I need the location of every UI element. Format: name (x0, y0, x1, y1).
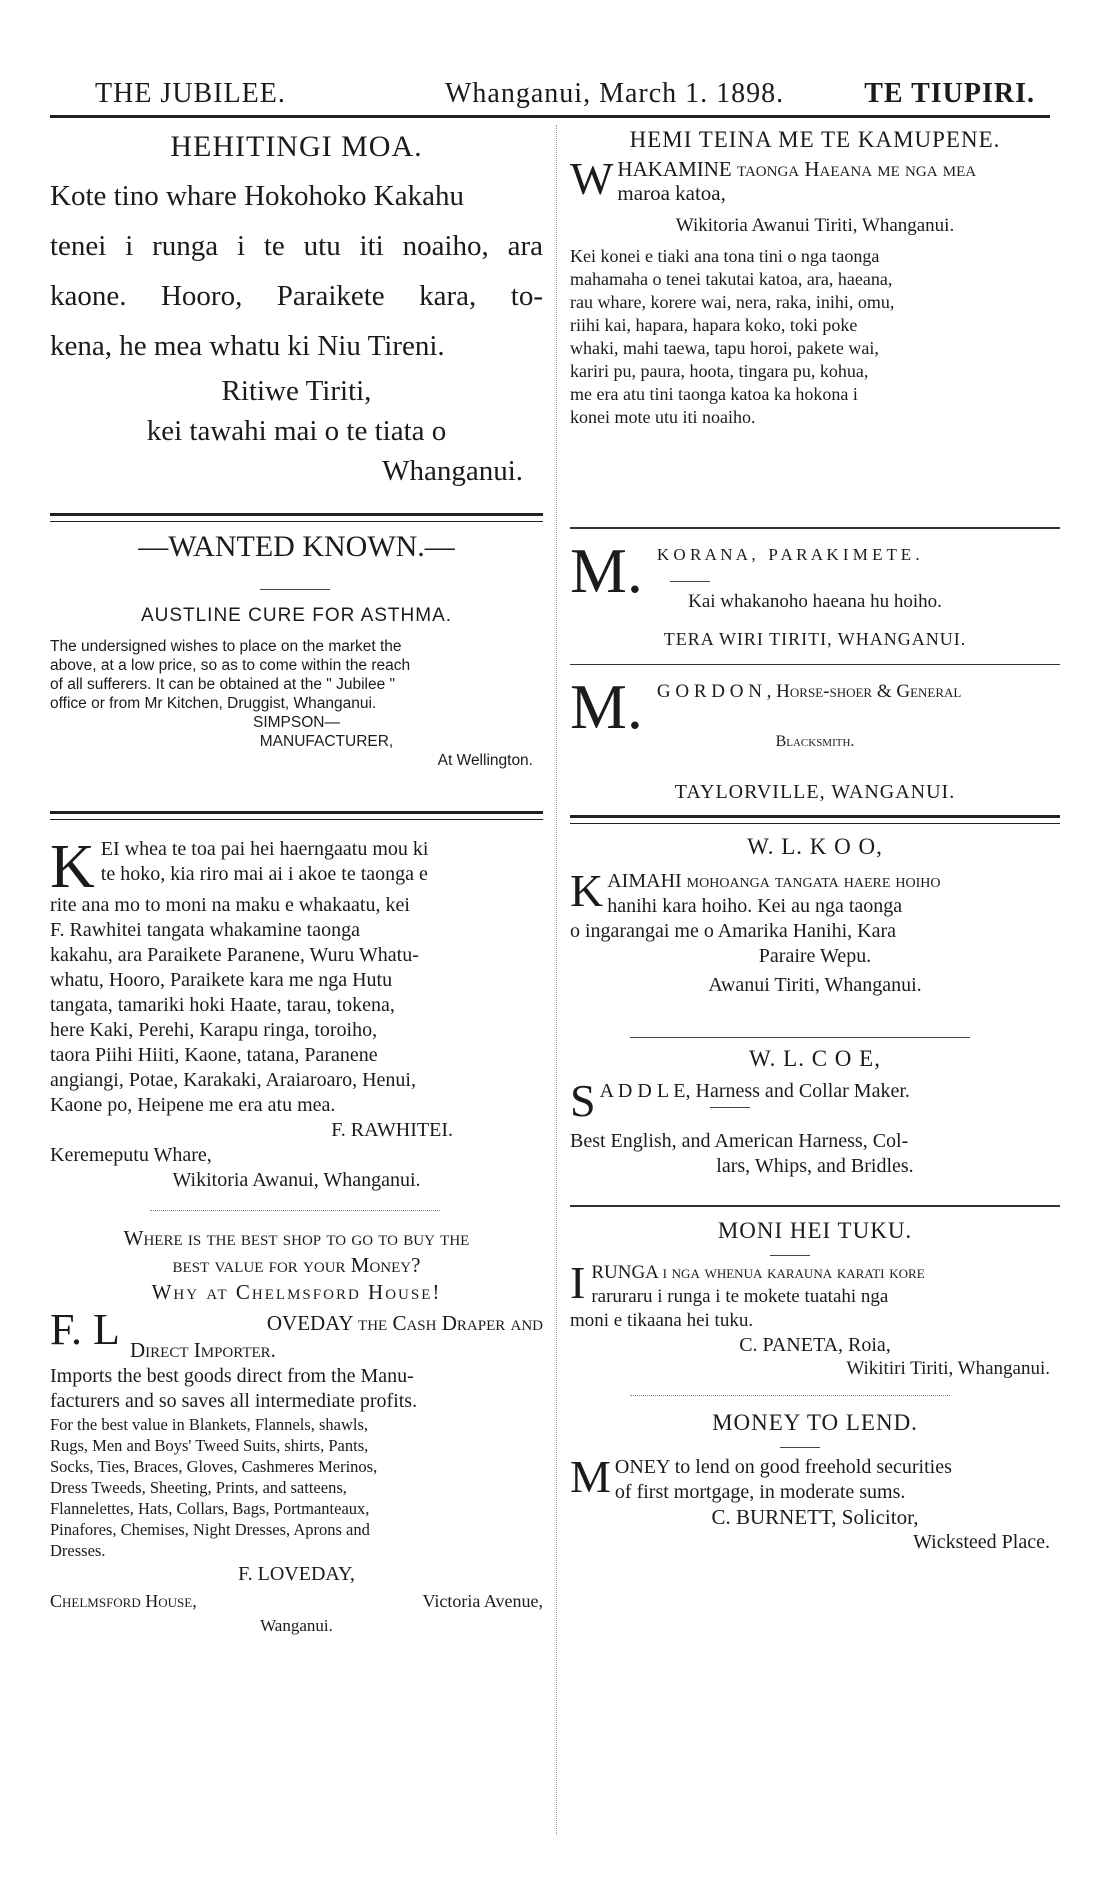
hehitingi-sig3: Whanganui. (382, 455, 523, 487)
masthead-right: TE TIUPIRI. (864, 78, 1035, 109)
korana-name: K O R A N A , P A R A K I M E T E . (656, 545, 920, 564)
koo-ad (570, 831, 1060, 998)
lend-line1: ONEY to lend on good freehold securities (614, 1456, 952, 1478)
lend-sig1: C. BURNETT, Solicitor, (711, 1505, 919, 1529)
hehitingi-line: Kote tino whare Hokohoko Kakahu (50, 180, 464, 212)
hemi-body (570, 245, 1060, 429)
hemi-title: HEMI TEINA ME TE KAMUPENE. (629, 127, 1001, 152)
hehitingi-body (50, 171, 543, 371)
coe-line1: A D D L E, Harness and Collar Maker. (599, 1080, 910, 1102)
drop-cap: K (50, 833, 95, 901)
rawhitei-ad (50, 833, 543, 1193)
korana-address: TERA WIRI TIRITI, WHANGANUI. (663, 629, 967, 649)
loveday-item-line: Socks, Ties, Braces, Gloves, Cashmeres Merinos, (50, 1457, 378, 1476)
dotted-rule (630, 1395, 950, 1396)
drop-cap: K (570, 865, 604, 916)
divider (570, 664, 1060, 665)
rawhitei-addr2: Wikitoria Awanui, Whanganui. (172, 1169, 421, 1191)
loveday-item-line: Pinafores, Chemises, Night Dresses, Aprons and (50, 1520, 370, 1539)
divider (570, 815, 1060, 824)
loveday-item-line: For the best value in Blankets, Flannels, shawls, (50, 1415, 369, 1434)
short-rule (670, 581, 710, 582)
gordon-address: TAYLORVILLE, WANGANUI. (674, 781, 956, 803)
wanted-subtitle: AUSTLINE CURE FOR ASTHMA. (140, 605, 453, 626)
moni-sig2: Wikitiri Tiriti, Whanganui. (846, 1358, 1050, 1379)
wanted-line: The undersigned wishes to place on the market the (50, 638, 402, 655)
wanted-line: office or from Mr Kitchen, Druggist, Whanganui. (50, 695, 377, 712)
korana-ad (570, 535, 1060, 649)
koo-line1: AIMAHI mohoanga tangata haere hoiho (607, 870, 941, 892)
drop-cap: S (570, 1075, 596, 1126)
koo-line2: hanihi kara hoiho. Kei au nga taonga (607, 895, 903, 917)
short-rule (630, 1037, 970, 1038)
short-rule (710, 1107, 750, 1108)
rawhitei-addr1: Keremeputu Whare, (50, 1144, 212, 1166)
wanted-sig: MANUFACTURER, (259, 733, 394, 750)
loveday-body-line: Imports the best goods direct from the Manu- (50, 1365, 414, 1387)
loveday-street: Victoria Avenue, (422, 1591, 543, 1611)
coe-line3: lars, Whips, and Bridles. (716, 1155, 914, 1177)
hehitingi-title: HEHITINGI MOA. (170, 130, 423, 163)
rawhitei-line: here Kaki, Perehi, Karapu ringa, toroiho, (50, 1019, 378, 1041)
hemi-line1: HAKAMINE taonga Haeana me nga mea (617, 157, 977, 181)
moni-title: MONI HEI TUKU. (717, 1218, 913, 1243)
loveday-address (50, 1588, 543, 1612)
koo-address: Awanui Tiriti, Whanganui. (708, 974, 922, 996)
loveday-line3: Why at Chelmsford House! (151, 1280, 442, 1304)
hemi-body-line: whaki, mahi taewa, tapu horoi, pakete wai, (570, 338, 879, 358)
hehitingi-ad (50, 125, 543, 491)
gordon-ad (570, 671, 1060, 803)
wanted-sig: At Wellington. (437, 752, 533, 769)
short-rule (770, 1255, 810, 1256)
rawhitei-line: Kaone po, Heipene me era atu mea. (50, 1094, 336, 1116)
hehitingi-line: kaone. Hooro, Paraikete kara, to- (50, 280, 543, 312)
wanted-title: —WANTED KNOWN.— (138, 530, 455, 563)
loveday-name2: Direct Importer. (130, 1338, 276, 1362)
rawhitei-line: EI whea te toa pai hei haerngaatu mou ki (100, 838, 429, 860)
drop-cap: M. (570, 671, 643, 742)
moni-line3: moni e tikaana hei tuku. (570, 1310, 754, 1331)
drop-cap: W (570, 153, 614, 204)
hemi-body-line: mahamaha o tenei takutai katoa, ara, haeana, (570, 269, 893, 289)
coe-title: W. L. C O E, (749, 1046, 881, 1071)
rawhitei-line: kakahu, ara Paraikete Paranene, Wuru Whatu- (50, 944, 419, 966)
hemi-body-line: konei mote utu iti noaiho. (570, 407, 756, 427)
moni-line1: RUNGA i nga whenua karauna karati kore (591, 1262, 925, 1283)
hemi-line2: maroa katoa, (617, 181, 726, 205)
loveday-town: Wanganui. (260, 1616, 333, 1635)
hemi-body-line: riihi kai, hapara, hapara koko, toki poke (570, 315, 858, 335)
lend-ad (570, 1407, 1060, 1555)
hehitingi-line: kena, he mea whatu ki Niu Tireni. (50, 330, 445, 362)
masthead-rule (50, 115, 1050, 118)
coe-ad (570, 1043, 1060, 1179)
column-divider (556, 125, 557, 1835)
hehitingi-line: tenei i runga i te utu iti noaiho, ara (50, 230, 543, 262)
rawhitei-line: F. Rawhitei tangata whakamine taonga (50, 919, 360, 941)
masthead (95, 68, 1035, 118)
divider (570, 1205, 1060, 1207)
loveday-house: Chelmsford House, (50, 1591, 197, 1611)
loveday-items (50, 1414, 543, 1561)
loveday-line2: best value for your Money? (172, 1253, 421, 1277)
loveday-body-line: facturers and so saves all intermediate profits. (50, 1390, 418, 1412)
lend-title: MONEY TO LEND. (712, 1410, 918, 1435)
wanted-body (50, 637, 543, 770)
divider (50, 811, 543, 820)
short-rule (780, 1447, 820, 1448)
koo-line4: Paraire Wepu. (758, 945, 872, 967)
hemi-body-line: kariri pu, paura, hoota, tingara pu, kohua, (570, 361, 869, 381)
loveday-line1: Where is the best shop to go to buy the (123, 1226, 470, 1250)
drop-cap: M (570, 1451, 611, 1502)
gordon-name: G O R D O N , Horse-shoer & General (656, 681, 962, 702)
masthead-left: THE JUBILEE. (95, 78, 286, 109)
moni-ad (570, 1215, 1060, 1381)
wanted-line: of all sufferers. It can be obtained at the " Jubilee " (50, 676, 396, 693)
dotted-rule (150, 1210, 440, 1211)
hehitingi-sig1: Ritiwe Tiriti, (221, 375, 372, 407)
wanted-line: above, at a low price, so as to come within the reach (50, 657, 411, 674)
moni-line2: raruraru i runga i te mokete tuatahi nga (591, 1286, 889, 1307)
koo-title: W. L. K O O, (747, 834, 883, 859)
loveday-ad (50, 1225, 543, 1639)
wanted-ad (50, 527, 543, 769)
loveday-sig: F. LOVEDAY, (238, 1563, 355, 1585)
moni-sig1: C. PANETA, Roia, (739, 1334, 891, 1356)
gordon-trade: Blacksmith. (775, 733, 855, 750)
short-rule (260, 589, 330, 590)
rawhitei-line: rite ana mo to moni na maku e whakaatu, kei (50, 894, 410, 916)
hemi-ad (570, 125, 1060, 429)
rawhitei-line: taora Piihi Hiiti, Kaone, tatana, Paranene (50, 1044, 378, 1066)
loveday-name1: OVEDAY the Cash Draper and (266, 1311, 543, 1335)
lend-sig2: Wicksteed Place. (913, 1531, 1050, 1553)
hemi-body-line: Kei konei e tiaki ana tona tini o nga taonga (570, 246, 880, 266)
hemi-body-line: me era atu tini taonga katoa ka hokona i (570, 384, 858, 404)
loveday-item-line: Rugs, Men and Boys' Tweed Suits, shirts, Pants, (50, 1436, 369, 1455)
hehitingi-sig2: kei tawahi mai o te tiata o (146, 415, 447, 447)
lend-line2: of first mortgage, in moderate sums. (614, 1481, 906, 1503)
rawhitei-line: tangata, tamariki hoki Haate, tarau, tokena, (50, 994, 395, 1016)
rawhitei-line: te hoko, kia riro mai ai i akoe te taonga e (100, 863, 428, 885)
hemi-address: Wikitoria Awanui Tiriti, Whanganui. (675, 215, 955, 236)
hemi-body-line: rau whare, korere wai, nera, raka, inihi, omu, (570, 292, 895, 312)
rawhitei-sig: F. RAWHITEI. (331, 1119, 453, 1141)
drop-cap: F. L (50, 1305, 120, 1354)
korana-line: Kai whakanoho haeana hu hoiho. (688, 591, 942, 612)
rawhitei-line: whatu, Hooro, Paraikete kara me nga Hutu (50, 969, 393, 991)
loveday-item-line: Flannelettes, Hats, Collars, Bags, Portmanteaux, (50, 1499, 370, 1518)
loveday-body (50, 1364, 543, 1414)
masthead-date: Whanganui, March 1. 1898. (445, 78, 785, 109)
koo-line3: o ingarangai me o Amarika Hanihi, Kara (570, 920, 896, 942)
divider (50, 513, 543, 522)
loveday-item-line: Dresses. (50, 1541, 106, 1560)
wanted-sig: SIMPSON— (253, 714, 340, 731)
divider (570, 527, 1060, 529)
loveday-item-line: Dress Tweeds, Sheeting, Prints, and satteens, (50, 1478, 347, 1497)
coe-line2: Best English, and American Harness, Col- (570, 1130, 909, 1152)
rawhitei-line: angiangi, Potae, Karakaki, Araiaroaro, Henui, (50, 1069, 416, 1091)
drop-cap: M. (570, 535, 643, 606)
drop-cap: I (570, 1257, 586, 1308)
